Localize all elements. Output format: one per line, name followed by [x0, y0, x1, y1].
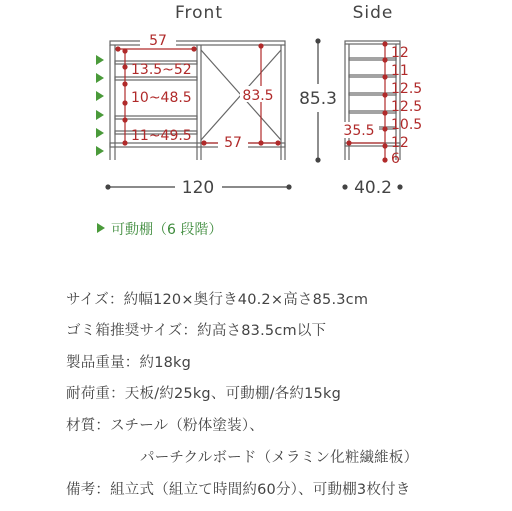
dimension-diagram: [0, 0, 512, 200]
side-pitch-label-4: 12.5: [391, 99, 423, 115]
legend-label: 可動棚（6 段階）: [111, 222, 223, 238]
front-bottom-width-label: 57: [224, 135, 242, 151]
spec-material: 材質：スチール（粉体塗装）、: [66, 418, 264, 434]
shelf-marker-icon: [96, 91, 104, 101]
shelf-marker-icon: [96, 55, 104, 65]
front-view-title: Front: [175, 3, 223, 23]
side-pitch-label-6: 12: [391, 135, 409, 151]
shelf-range-label-3: 11~49.5: [131, 128, 192, 144]
side-pitch-label-2: 11: [391, 63, 409, 79]
inner-height-label: 83.5: [242, 88, 274, 104]
spec-weight: 製品重量：約18kg: [66, 355, 192, 371]
side-pitch-label-7: 6: [391, 151, 400, 167]
side-pitch-label-3: 12.5: [391, 81, 423, 97]
side-pitch-label-5: 10.5: [391, 117, 423, 133]
shelf-marker-icon: [96, 110, 104, 120]
spec-size: サイズ：約幅120×奥行き40.2×高さ85.3cm: [66, 292, 369, 308]
side-view-title: Side: [352, 3, 394, 23]
spec-load: 耐荷重：天板/約25kg、可動棚/各約15kg: [66, 386, 341, 402]
total-width-label: 120: [181, 178, 215, 198]
shelf-range-label-1: 13.5~52: [131, 62, 192, 78]
total-depth-label: 40.2: [354, 178, 392, 198]
triangle-marker-icon: [97, 223, 105, 233]
spec-notes: 備考：組立式（組立て時間約60分）、可動棚3枚付き: [66, 482, 411, 498]
shelf-marker-icon: [96, 146, 104, 156]
shelf-marker-icon: [96, 128, 104, 138]
front-top-width-label: 57: [149, 33, 167, 49]
movable-shelf-legend: [97, 219, 222, 239]
total-height-label: 85.3: [299, 89, 337, 109]
side-depth-inner-label: 35.5: [343, 123, 375, 139]
spec-material-cont: パーチクルボード（メラミン化粧繊維板）: [140, 450, 419, 466]
spec-trash-size: ゴミ箱推奨サイズ：約高さ83.5cm以下: [66, 323, 327, 339]
shelf-range-label-2: 10~48.5: [131, 90, 192, 106]
side-pitch-label-1: 12: [391, 45, 409, 61]
shelf-marker-icon: [96, 73, 104, 83]
shelf-markers: [96, 55, 104, 156]
